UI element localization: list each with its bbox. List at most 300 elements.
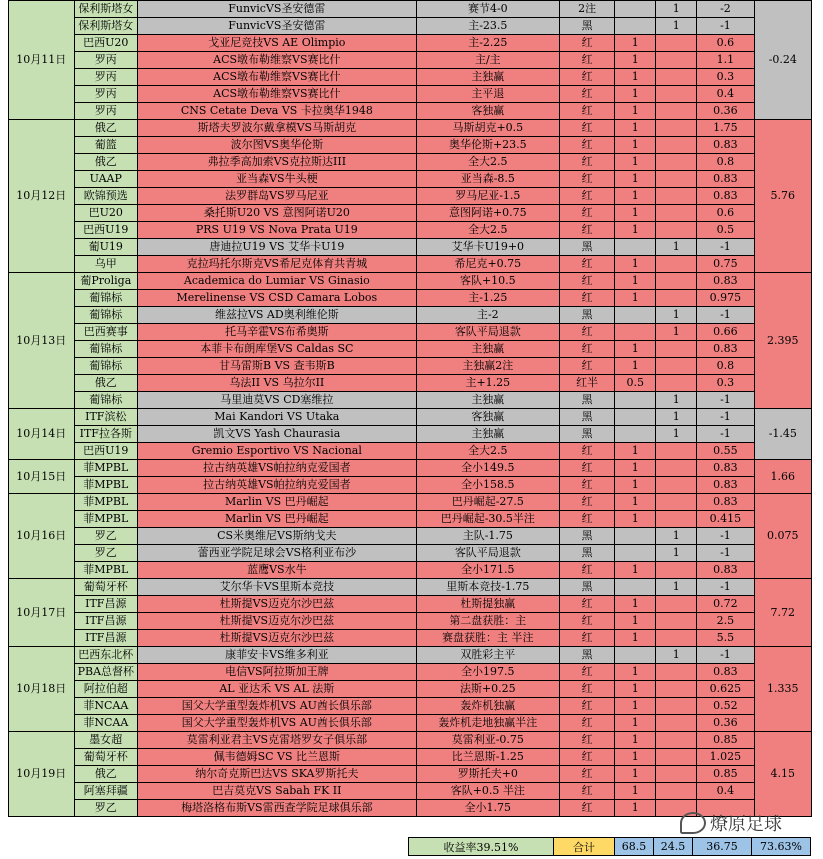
day-total: -1.45: [754, 409, 811, 460]
league-cell: 乌甲: [74, 256, 138, 273]
pick-cell: 比兰恩斯-1.25: [416, 749, 559, 766]
table-row: [9, 358, 812, 375]
profit-cell: 0.83: [697, 460, 754, 477]
match-cell: 亚当森VS牛头梗: [138, 171, 417, 188]
win-cell: 1: [615, 715, 656, 732]
date-cell: 10月17日: [9, 579, 75, 647]
league-cell: 葡U19: [74, 239, 138, 256]
table-body: [9, 1, 812, 817]
win-cell: [615, 392, 656, 409]
result-cell: 红半: [560, 375, 615, 392]
result-cell: 红: [560, 562, 615, 579]
win-cell: [615, 647, 656, 664]
result-cell: 红: [560, 511, 615, 528]
league-cell: 菲NCAA: [74, 698, 138, 715]
result-cell: 红: [560, 222, 615, 239]
win-cell: [615, 239, 656, 256]
win-cell: 1: [615, 783, 656, 800]
match-cell: 本菲卡布朗库堡VS Caldas SC: [138, 341, 417, 358]
day-total: 0.075: [754, 494, 811, 579]
loss-cell: 1: [656, 647, 697, 664]
loss-cell: [656, 137, 697, 154]
pick-cell: 客队平局退款: [416, 545, 559, 562]
loss-cell: 1: [656, 307, 697, 324]
pick-cell: 罗斯托夫+0: [416, 766, 559, 783]
date-cell: 10月15日: [9, 460, 75, 494]
table-row: [9, 137, 812, 154]
profit-cell: 1.75: [697, 120, 754, 137]
loss-cell: [656, 477, 697, 494]
win-cell: 1: [615, 681, 656, 698]
profit-cell: 0.4: [697, 783, 754, 800]
loss-cell: [656, 596, 697, 613]
pick-cell: 主/主: [416, 52, 559, 69]
result-cell: 红: [560, 732, 615, 749]
profit-cell: 0.83: [697, 494, 754, 511]
match-cell: 乌法II VS 乌拉尔II: [138, 375, 417, 392]
loss-cell: [656, 171, 697, 188]
result-cell: 红: [560, 664, 615, 681]
table-row: [9, 52, 812, 69]
match-cell: 国父大学重型轰炸机VS AU酋长俱乐部: [138, 715, 417, 732]
table-row: [9, 681, 812, 698]
league-cell: 葡锦标: [74, 358, 138, 375]
loss-cell: [656, 494, 697, 511]
win-cell: 0.5: [615, 375, 656, 392]
watermark: [680, 810, 782, 836]
loss-cell: [656, 715, 697, 732]
loss-cell: 1: [656, 1, 697, 18]
match-cell: 拉古纳英雄VS帕拉纳克爱国者: [138, 460, 417, 477]
result-cell: 红: [560, 256, 615, 273]
day-total: 2.395: [754, 273, 811, 409]
win-cell: 1: [615, 477, 656, 494]
league-cell: 俄乙: [74, 766, 138, 783]
league-cell: 罗乙: [74, 545, 138, 562]
pick-cell: 轰炸机走地独赢半注: [416, 715, 559, 732]
loss-cell: [656, 290, 697, 307]
result-cell: 红: [560, 460, 615, 477]
win-count: 68.5: [615, 838, 654, 856]
sum-label: 合计: [554, 838, 615, 856]
match-cell: 杜斯提VS迈克尔沙巴兹: [138, 613, 417, 630]
win-cell: 1: [615, 256, 656, 273]
pick-cell: 全大2.5: [416, 154, 559, 171]
profit-cell: -1: [697, 392, 754, 409]
pick-cell: 主队-1.75: [416, 528, 559, 545]
table-row: [9, 120, 812, 137]
table-row: [9, 409, 812, 426]
day-total: -0.24: [754, 1, 811, 120]
pick-cell: 杜斯提独赢: [416, 596, 559, 613]
match-cell: 甘马雷斯B VS 查韦斯B: [138, 358, 417, 375]
table-row: [9, 511, 812, 528]
table-row: [9, 647, 812, 664]
table-row: [9, 749, 812, 766]
pick-cell: 里斯本竞技-1.75: [416, 579, 559, 596]
win-cell: 1: [615, 341, 656, 358]
pick-cell: 全小171.5: [416, 562, 559, 579]
table-row: [9, 545, 812, 562]
result-cell: 黑: [560, 545, 615, 562]
win-cell: [615, 426, 656, 443]
table-row: [9, 290, 812, 307]
match-cell: 电信VS阿拉斯加王牌: [138, 664, 417, 681]
win-cell: [615, 579, 656, 596]
profit-cell: 0.8: [697, 358, 754, 375]
win-cell: [615, 307, 656, 324]
loss-cell: [656, 732, 697, 749]
profit-cell: 0.52: [697, 698, 754, 715]
league-cell: 俄乙: [74, 120, 138, 137]
table-row: [9, 171, 812, 188]
league-cell: ITF昌源: [74, 596, 138, 613]
loss-cell: 1: [656, 392, 697, 409]
win-cell: 1: [615, 52, 656, 69]
profit-cell: 0.83: [697, 137, 754, 154]
pick-cell: 巴丹崛起-27.5: [416, 494, 559, 511]
profit-cell: 0.415: [697, 511, 754, 528]
loss-cell: [656, 188, 697, 205]
profit-cell: 0.625: [697, 681, 754, 698]
win-cell: [615, 545, 656, 562]
result-cell: 红: [560, 630, 615, 647]
pick-cell: 马斯胡克+0.5: [416, 120, 559, 137]
pick-cell: 赛盘获胜：主 半注: [416, 630, 559, 647]
loss-cell: [656, 273, 697, 290]
pick-cell: 全大2.5: [416, 443, 559, 460]
match-cell: FunvicVS圣安德雷: [138, 18, 417, 35]
league-cell: 葡篮: [74, 137, 138, 154]
result-cell: 红: [560, 494, 615, 511]
win-rate: 73.63%: [752, 838, 811, 856]
profit-cell: 0.83: [697, 664, 754, 681]
result-cell: 黑: [560, 647, 615, 664]
pick-cell: 主独赢: [416, 426, 559, 443]
loss-cell: [656, 154, 697, 171]
league-cell: 罗丙: [74, 52, 138, 69]
loss-cell: [656, 460, 697, 477]
match-cell: 拉古纳英雄VS帕拉纳克爱国者: [138, 477, 417, 494]
league-cell: 巴西U19: [74, 443, 138, 460]
date-cell: 10月14日: [9, 409, 75, 460]
pick-cell: 亚当森-8.5: [416, 171, 559, 188]
match-cell: 唐迪拉U19 VS 艾华卡U19: [138, 239, 417, 256]
match-cell: 维兹拉VS AD奥利维伦斯: [138, 307, 417, 324]
date-cell: 10月13日: [9, 273, 75, 409]
league-cell: 巴西东北杯: [74, 647, 138, 664]
win-cell: 1: [615, 154, 656, 171]
loss-count: 24.5: [654, 838, 693, 856]
pick-cell: 轰炸机独赢: [416, 698, 559, 715]
win-cell: [615, 1, 656, 18]
league-cell: 阿塞拜疆: [74, 783, 138, 800]
profit-cell: 0.83: [697, 341, 754, 358]
match-cell: 桑托斯U20 VS 意图阿诺U20: [138, 205, 417, 222]
pick-cell: 罗马尼亚-1.5: [416, 188, 559, 205]
league-cell: ITF拉各斯: [74, 426, 138, 443]
match-cell: Marlin VS 巴丹崛起: [138, 511, 417, 528]
match-cell: 托马辛霍VS布希奥斯: [138, 324, 417, 341]
profit-cell: -2: [697, 1, 754, 18]
watermark-text: 燎原足球: [710, 814, 782, 835]
pick-cell: 全小197.5: [416, 664, 559, 681]
profit-cell: -1: [697, 579, 754, 596]
profit-cell: -1: [697, 426, 754, 443]
pick-cell: 主独赢2注: [416, 358, 559, 375]
result-cell: 红: [560, 681, 615, 698]
win-cell: 1: [615, 613, 656, 630]
win-cell: [615, 409, 656, 426]
table-row: [9, 630, 812, 647]
pick-cell: 巴丹崛起-30.5半注: [416, 511, 559, 528]
result-cell: 红: [560, 205, 615, 222]
result-cell: 红: [560, 596, 615, 613]
result-cell: 2注: [560, 1, 615, 18]
result-cell: 红: [560, 69, 615, 86]
profit-cell: 0.36: [697, 103, 754, 120]
table-row: [9, 613, 812, 630]
day-total: 4.15: [754, 732, 811, 817]
day-total: 1.335: [754, 647, 811, 732]
loss-cell: [656, 375, 697, 392]
result-cell: 黑: [560, 18, 615, 35]
match-cell: 凯文VS Yash Chaurasia: [138, 426, 417, 443]
loss-cell: [656, 766, 697, 783]
loss-cell: 1: [656, 409, 697, 426]
match-cell: PRS U19 VS Nova Prata U19: [138, 222, 417, 239]
table-row: [9, 222, 812, 239]
pick-cell: 主独赢: [416, 69, 559, 86]
match-cell: 蓝鹰VS水牛: [138, 562, 417, 579]
match-cell: 杜斯提VS迈克尔沙巴兹: [138, 630, 417, 647]
league-cell: ITF滨松: [74, 409, 138, 426]
result-cell: 红: [560, 477, 615, 494]
win-cell: 1: [615, 120, 656, 137]
match-cell: 佩韦德姆SC VS 比兰恩斯: [138, 749, 417, 766]
loss-cell: [656, 222, 697, 239]
loss-cell: [656, 205, 697, 222]
loss-cell: [656, 783, 697, 800]
loss-cell: [656, 103, 697, 120]
win-cell: [615, 324, 656, 341]
league-cell: 巴西赛事: [74, 324, 138, 341]
loss-cell: [656, 443, 697, 460]
league-cell: 罗丙: [74, 103, 138, 120]
loss-cell: [656, 341, 697, 358]
league-cell: 菲NCAA: [74, 715, 138, 732]
win-cell: 1: [615, 800, 656, 817]
table-row: [9, 443, 812, 460]
win-cell: 1: [615, 86, 656, 103]
day-total: 5.76: [754, 120, 811, 273]
win-cell: [615, 18, 656, 35]
league-cell: 葡锦标: [74, 392, 138, 409]
pick-cell: 主+1.25: [416, 375, 559, 392]
loss-cell: [656, 749, 697, 766]
result-cell: 黑: [560, 409, 615, 426]
match-cell: 巴吉莫克VS Sabah FK II: [138, 783, 417, 800]
pick-cell: 客独赢: [416, 103, 559, 120]
betting-record-table: [8, 0, 812, 817]
profit-cell: 0.83: [697, 562, 754, 579]
win-cell: 1: [615, 69, 656, 86]
loss-cell: [656, 664, 697, 681]
result-cell: 红: [560, 273, 615, 290]
win-cell: 1: [615, 749, 656, 766]
pick-cell: 艾华卡U19+0: [416, 239, 559, 256]
loss-cell: [656, 681, 697, 698]
match-cell: 纳尔奇克斯巴达VS SKA罗斯托夫: [138, 766, 417, 783]
match-cell: ACS墩布勒维察VS赛比什: [138, 69, 417, 86]
pick-cell: 奥华伦斯+23.5: [416, 137, 559, 154]
table-row: [9, 494, 812, 511]
pick-cell: 主-2.25: [416, 35, 559, 52]
loss-cell: [656, 69, 697, 86]
match-cell: 梅塔洛格布斯VS雷西查学院足球俱乐部: [138, 800, 417, 817]
league-cell: 巴西U20: [74, 35, 138, 52]
profit-cell: 0.6: [697, 205, 754, 222]
profit-cell: 0.83: [697, 273, 754, 290]
league-cell: 欧锦预选: [74, 188, 138, 205]
result-cell: 红: [560, 358, 615, 375]
pick-cell: 希尼克+0.75: [416, 256, 559, 273]
total-profit: 36.75: [693, 838, 752, 856]
match-cell: 波尔图VS奥华伦斯: [138, 137, 417, 154]
table-row: [9, 460, 812, 477]
win-cell: 1: [615, 494, 656, 511]
league-cell: ITF昌源: [74, 630, 138, 647]
league-cell: 葡锦标: [74, 290, 138, 307]
summary-row: [408, 837, 811, 856]
pick-cell: 全大2.5: [416, 222, 559, 239]
match-cell: AL 亚达禾 VS AL 法斯: [138, 681, 417, 698]
league-cell: 保利斯塔女: [74, 1, 138, 18]
table-row: [9, 205, 812, 222]
profit-cell: -1: [697, 647, 754, 664]
profit-cell: 0.85: [697, 766, 754, 783]
win-cell: 1: [615, 171, 656, 188]
league-cell: ITF昌源: [74, 613, 138, 630]
date-cell: 10月12日: [9, 120, 75, 273]
result-cell: 红: [560, 86, 615, 103]
pick-cell: 法斯+0.25: [416, 681, 559, 698]
profit-cell: 2.5: [697, 613, 754, 630]
result-cell: 红: [560, 52, 615, 69]
league-cell: 菲MPBL: [74, 477, 138, 494]
loss-cell: [656, 511, 697, 528]
table-row: [9, 698, 812, 715]
win-cell: 1: [615, 290, 656, 307]
table-row: [9, 579, 812, 596]
pick-cell: 客独赢: [416, 409, 559, 426]
win-cell: 1: [615, 222, 656, 239]
league-cell: 罗丙: [74, 86, 138, 103]
league-cell: 俄乙: [74, 154, 138, 171]
profit-cell: 0.3: [697, 69, 754, 86]
profit-cell: 0.83: [697, 477, 754, 494]
profit-cell: 0.975: [697, 290, 754, 307]
pick-cell: 主-1.25: [416, 290, 559, 307]
table-row: [9, 392, 812, 409]
pick-cell: 主-2: [416, 307, 559, 324]
win-cell: 1: [615, 273, 656, 290]
profit-cell: -1: [697, 528, 754, 545]
table-row: [9, 239, 812, 256]
result-cell: 红: [560, 103, 615, 120]
table-row: [9, 426, 812, 443]
profit-cell: 0.85: [697, 732, 754, 749]
win-cell: 1: [615, 460, 656, 477]
result-cell: 红: [560, 120, 615, 137]
pick-cell: 主-23.5: [416, 18, 559, 35]
result-cell: 黑: [560, 579, 615, 596]
loss-cell: 1: [656, 239, 697, 256]
loss-cell: 1: [656, 18, 697, 35]
match-cell: Academica do Lumiar VS Ginasio: [138, 273, 417, 290]
league-cell: UAAP: [74, 171, 138, 188]
result-cell: 红: [560, 443, 615, 460]
table-row: [9, 477, 812, 494]
loss-cell: 1: [656, 545, 697, 562]
loss-cell: [656, 120, 697, 137]
result-cell: 黑: [560, 307, 615, 324]
loss-cell: [656, 358, 697, 375]
table-row: [9, 188, 812, 205]
table-row: [9, 86, 812, 103]
pick-cell: 第二盘获胜：主: [416, 613, 559, 630]
table-row: [9, 324, 812, 341]
profit-cell: -1: [697, 409, 754, 426]
profit-cell: 0.55: [697, 443, 754, 460]
league-cell: 罗乙: [74, 800, 138, 817]
table-row: [9, 35, 812, 52]
league-cell: 葡萄牙杯: [74, 749, 138, 766]
table-row: [9, 715, 812, 732]
win-cell: [615, 528, 656, 545]
profit-cell: -1: [697, 307, 754, 324]
match-cell: ACS墩布勒维察VS赛比什: [138, 86, 417, 103]
date-cell: 10月16日: [9, 494, 75, 579]
result-cell: 红: [560, 715, 615, 732]
result-cell: 黑: [560, 426, 615, 443]
loss-cell: [656, 86, 697, 103]
win-cell: 1: [615, 35, 656, 52]
result-cell: 红: [560, 171, 615, 188]
profit-cell: 0.83: [697, 188, 754, 205]
table-row: [9, 69, 812, 86]
table-row: [9, 1, 812, 18]
match-cell: FunvicVS圣安德雷: [138, 1, 417, 18]
profit-cell: 1.025: [697, 749, 754, 766]
pick-cell: 全小1.75: [416, 800, 559, 817]
win-cell: 1: [615, 732, 656, 749]
loss-cell: 1: [656, 324, 697, 341]
pick-cell: 莫雷利亚-0.75: [416, 732, 559, 749]
table-row: [9, 664, 812, 681]
profit-cell: 0.8: [697, 154, 754, 171]
win-cell: 1: [615, 596, 656, 613]
loss-cell: [656, 35, 697, 52]
league-cell: 罗丙: [74, 69, 138, 86]
league-cell: PBA总督杯: [74, 664, 138, 681]
match-cell: 法罗群岛VS罗马尼亚: [138, 188, 417, 205]
loss-cell: [656, 613, 697, 630]
match-cell: 国父大学重型轰炸机VS AU酋长俱乐部: [138, 698, 417, 715]
date-cell: 10月11日: [9, 1, 75, 120]
match-cell: 戈亚尼竞技VS AE Olimpio: [138, 35, 417, 52]
win-cell: 1: [615, 766, 656, 783]
